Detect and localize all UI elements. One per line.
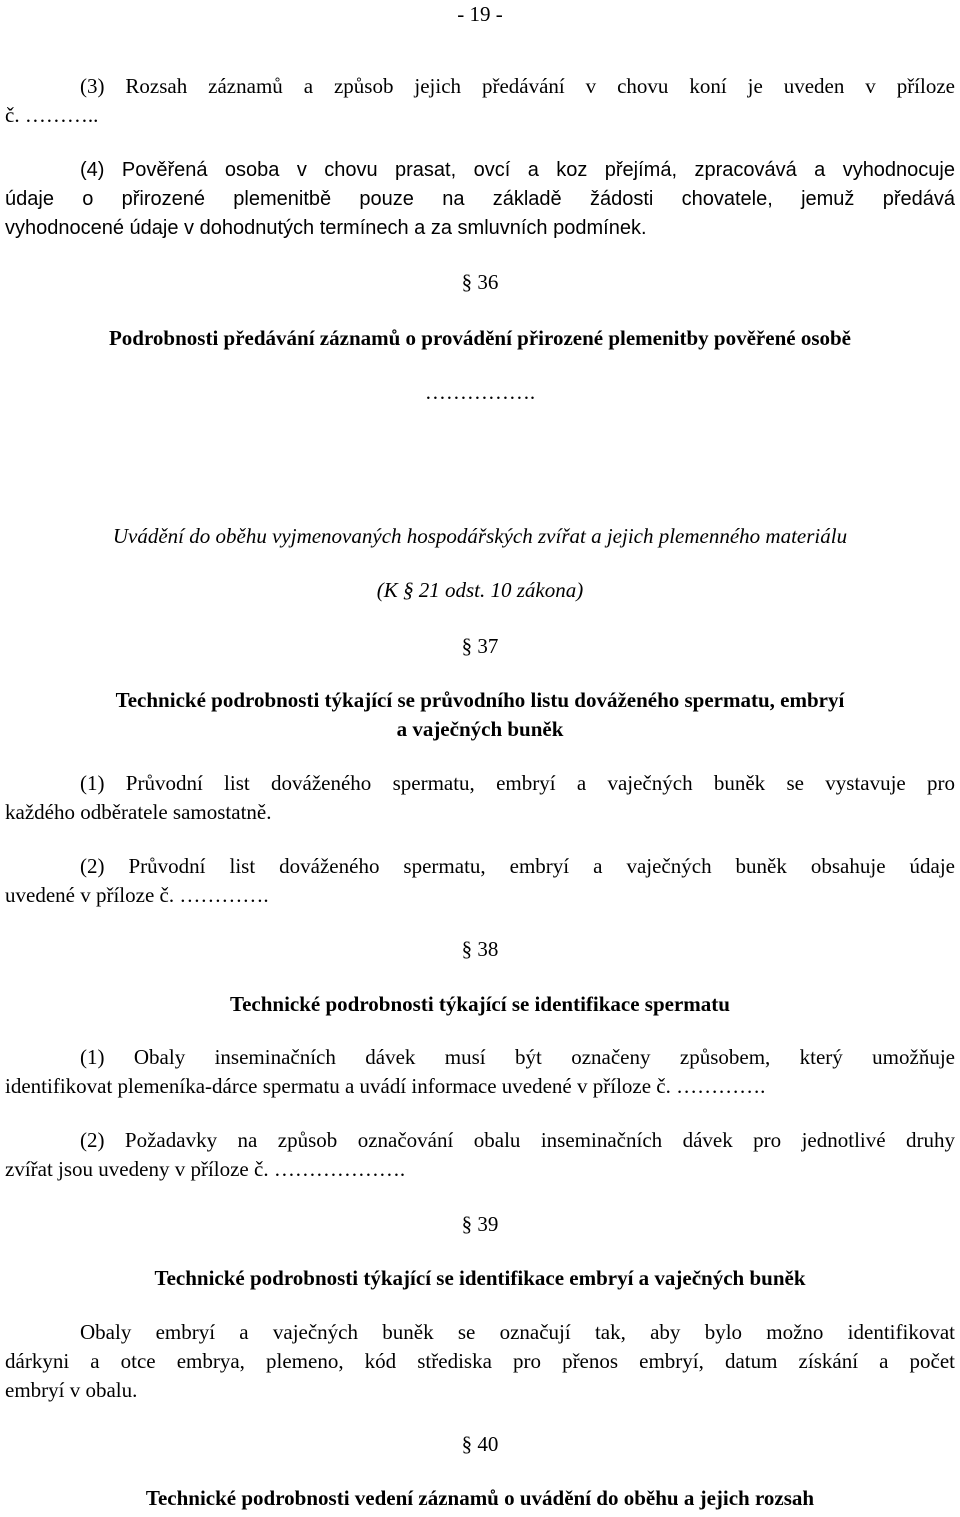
section-37-paragraph-1-line-1: (1) Průvodní list dováženého spermatu, embryí a vaječných buněk se vystavuje pro	[80, 771, 955, 795]
paragraph-4-line-2: údaje o přirozené plemenitbě pouze na základě žádosti chovatele, jemuž předává	[5, 188, 955, 210]
section-37-title-line-1: Technické podrobnosti týkající se průvodního listu dováženého spermatu, embryí	[115, 688, 845, 712]
section-37-paragraph-2-line-1: (2) Průvodní list dováženého spermatu, embryí a vaječných buněk obsahuje údaje	[80, 854, 955, 878]
paragraph-4-line-1: (4) Pověřená osoba v chovu prasat, ovcí a koz přejímá, zpracovává a vyhodnocuje	[80, 159, 955, 181]
section-37-paragraph-2-line-2: uvedené v příloze č. ………….	[5, 883, 269, 907]
section-38-paragraph-1-line-1: (1) Obaly inseminačních dávek musí být označeny způsobem, který umožňuje	[80, 1045, 955, 1069]
section-38-title: Technické podrobnosti týkající se identifikace spermatu	[230, 992, 730, 1016]
section-37-title-line-2: a vaječných buněk	[396, 717, 564, 741]
section-39-mark: § 39	[461, 1212, 499, 1236]
section-38-mark: § 38	[461, 937, 499, 961]
part-reference: (K § 21 odst. 10 zákona)	[376, 578, 584, 602]
section-39-title: Technické podrobnosti týkající se identifikace embryí a vaječných buněk	[154, 1266, 806, 1290]
section-38-paragraph-2-line-1: (2) Požadavky na způsob označování obalu inseminačních dávek pro jednotlivé druhy	[80, 1128, 955, 1152]
section-38-paragraph-1-line-2: identifikovat plemeníka-dárce spermatu a uvádí informace uvedené v příloze č. ………….	[5, 1074, 766, 1098]
section-40-mark: § 40	[461, 1432, 499, 1456]
section-40-title: Technické podrobnosti vedení záznamů o uvádění do oběhu a jejich rozsah	[145, 1486, 815, 1510]
section-36-mark: § 36	[461, 270, 499, 294]
section-36-placeholder-dots: …………….	[424, 380, 536, 404]
part-title: Uvádění do oběhu vyjmenovaných hospodářských zvířat a jejich plemenného materiálu	[112, 524, 848, 548]
page-number: - 19 -	[457, 2, 503, 26]
section-37-paragraph-1-line-2: každého odběratele samostatně.	[5, 800, 272, 824]
section-37-mark: § 37	[461, 634, 499, 658]
section-36-title: Podrobnosti předávání záznamů o provádění přirozené plemenitby pověřené osobě	[108, 326, 851, 350]
paragraph-4-line-3: vyhodnocené údaje v dohodnutých termínech a za smluvních podmínek.	[5, 217, 647, 239]
section-39-paragraph-line-1: Obaly embryí a vaječných buněk se označují tak, aby bylo možno identifikovat	[80, 1320, 955, 1344]
paragraph-3-line-1: (3) Rozsah záznamů a způsob jejich předávání v chovu koní je uveden v příloze	[80, 74, 955, 98]
section-39-paragraph-line-2: dárkyni a otce embrya, plemeno, kód střediska pro přenos embryí, datum získání a počet	[5, 1349, 955, 1373]
section-38-paragraph-2-line-2: zvířat jsou uvedeny v příloze č. ……………….	[5, 1157, 406, 1181]
section-39-paragraph-line-3: embryí v obalu.	[5, 1378, 138, 1402]
paragraph-3-line-2: č. ………..	[5, 103, 99, 127]
